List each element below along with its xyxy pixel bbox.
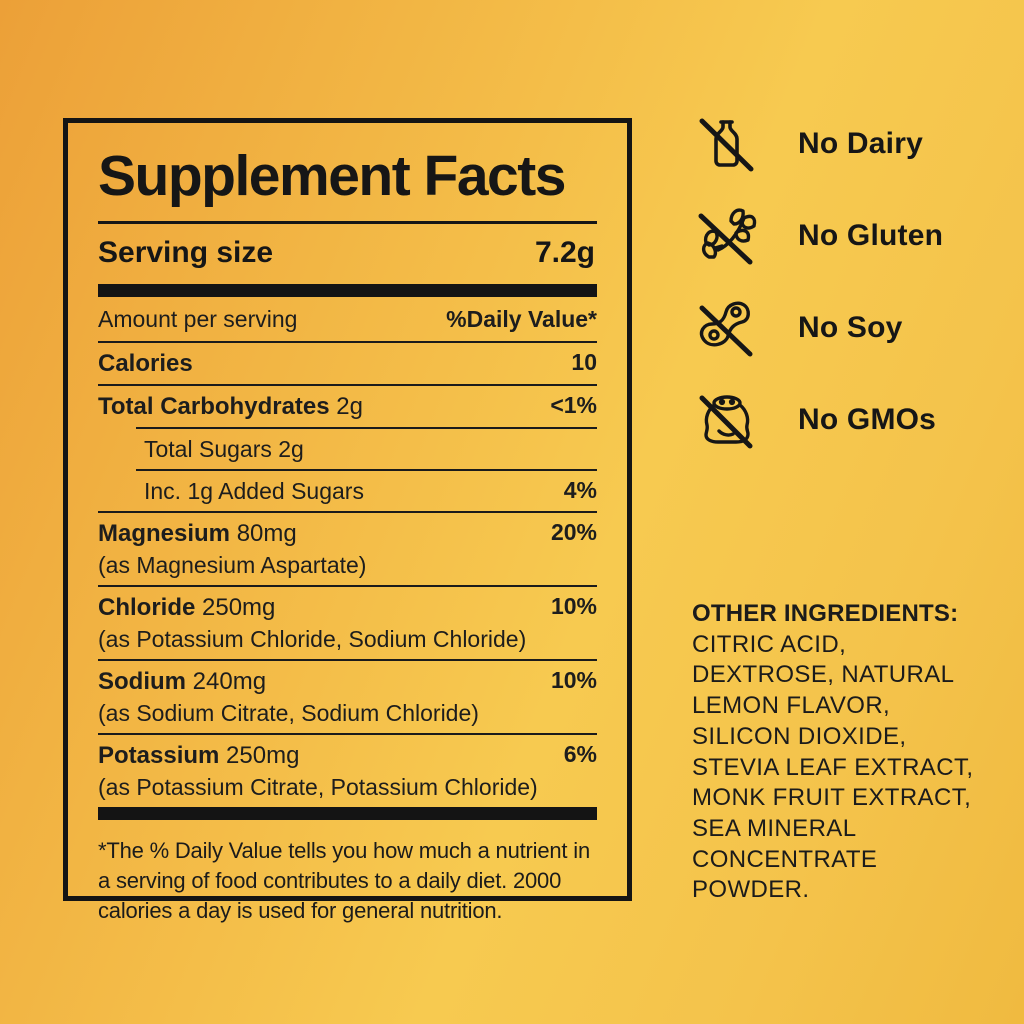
nutrient-name: Sodium 240mg (98, 668, 267, 695)
ingredient-line: DEXTROSE, NATURAL (692, 661, 955, 689)
badge-no-gluten (694, 204, 943, 268)
table-row (98, 661, 597, 733)
amount-per-serving-label: Amount per serving (98, 306, 298, 332)
other-ingredients-heading: OTHER INGREDIENTS: (692, 600, 959, 627)
ingredient-line: CITRIC ACID, (692, 630, 847, 658)
daily-value-percent: <1% (550, 392, 597, 418)
table-row (98, 386, 597, 427)
nutrient-name: Total Carbohydrates 2g (98, 393, 363, 420)
other-ingredients-section (692, 599, 1012, 906)
nutrient-name: Magnesium 80mg (98, 520, 297, 547)
daily-value-percent: 20% (550, 519, 597, 545)
badge-label: No Soy (798, 311, 903, 344)
supplement-facts-panel (63, 118, 632, 923)
other-ingredients-list (692, 630, 1012, 906)
table-row (98, 735, 597, 807)
nutrient-source: (as Potassium Citrate, Potassium Chloride) (98, 774, 538, 800)
nutrient-rows (98, 343, 597, 807)
ingredient-line: SEA MINERAL (692, 814, 857, 842)
nutrient-name: Inc. 1g Added Sugars (144, 478, 364, 504)
daily-value-percent: 10 (571, 349, 597, 375)
ingredient-line: CONCENTRATE (692, 845, 878, 873)
serving-size-row (98, 224, 597, 284)
nutrient-source: (as Potassium Chloride, Sodium Chloride) (98, 626, 527, 652)
daily-value-percent: 4% (563, 477, 597, 503)
badge-label: No Dairy (798, 127, 923, 160)
no-soy-icon (694, 296, 758, 360)
panel-title: Supplement Facts (98, 144, 565, 208)
badge-label: No Gluten (798, 219, 944, 252)
dietary-badges (694, 112, 943, 480)
thick-divider-top (98, 284, 597, 297)
daily-value-header: %Daily Value* (446, 306, 597, 332)
badge-no-dairy (694, 112, 943, 176)
daily-value-footnote: *The % Daily Value tells you how much a nutrient in a serving of food contributes to a daily diet. 2000 calories a day is used for general nutrition. (98, 838, 590, 923)
nutrient-name: Chloride 250mg (98, 594, 276, 621)
no-dairy-icon (694, 112, 758, 176)
nutrient-source: (as Sodium Citrate, Sodium Chloride) (98, 700, 479, 726)
nutrient-name: Calories (98, 350, 193, 377)
table-row (98, 343, 597, 384)
ingredient-line: LEMON FLAVOR, (692, 692, 891, 720)
table-row (98, 513, 597, 585)
nutrient-source: (as Magnesium Aspartate) (98, 552, 367, 578)
no-gmo-icon (694, 388, 758, 452)
table-row (98, 587, 597, 659)
daily-value-percent: 6% (563, 741, 597, 767)
daily-value-percent: 10% (550, 667, 597, 693)
ingredient-line: STEVIA LEAF EXTRACT, (692, 753, 974, 781)
daily-value-percent: 10% (550, 593, 597, 619)
badge-label: No GMOs (798, 403, 937, 436)
ingredient-line: POWDER. (692, 876, 810, 904)
table-row (98, 471, 597, 511)
nutrient-name: Potassium 250mg (98, 742, 300, 769)
ingredient-line: SILICON DIOXIDE, (692, 722, 907, 750)
no-gluten-icon (694, 204, 758, 268)
serving-size-value: 7.2g (534, 236, 595, 269)
nutrient-name: Total Sugars 2g (144, 436, 304, 462)
ingredient-line: MONK FRUIT EXTRACT, (692, 784, 972, 812)
thick-divider-bottom (98, 807, 597, 820)
serving-size-label: Serving size (98, 236, 274, 269)
table-row (98, 429, 597, 469)
table-header-row (98, 297, 597, 343)
badge-no-soy (694, 296, 943, 360)
badge-no-gmo (694, 388, 943, 452)
